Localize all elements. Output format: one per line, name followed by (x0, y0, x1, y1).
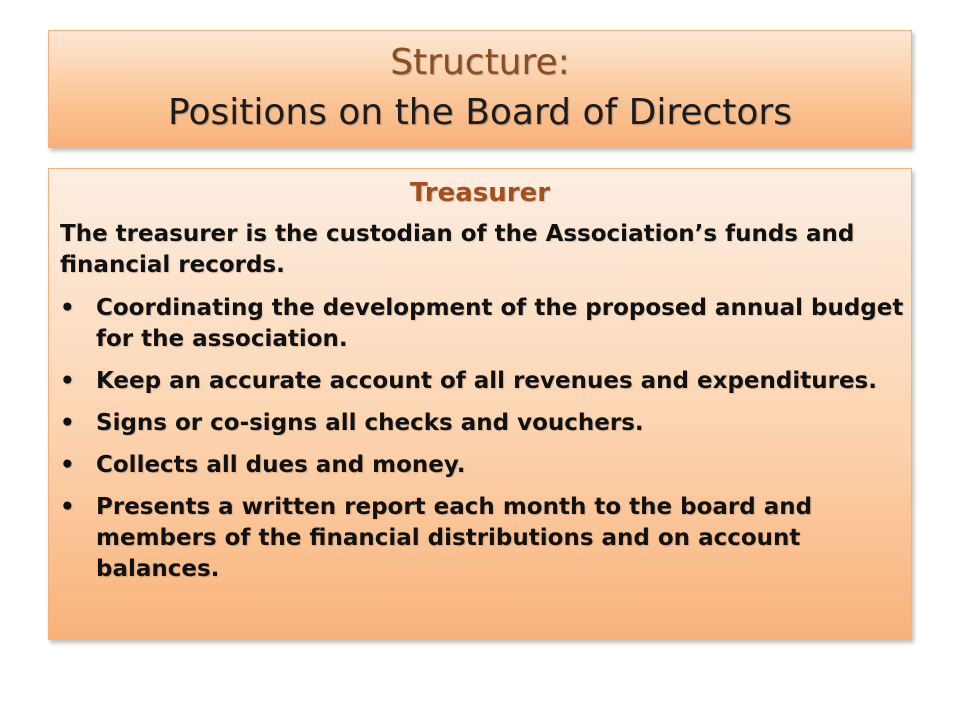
bullet-text: Collects all dues and money. (96, 452, 466, 478)
title-line-2: Positions on the Board of Directors (168, 92, 792, 133)
bullet-icon: • (60, 494, 75, 520)
bullet-icon: • (60, 452, 75, 478)
bullet-text: Signs or co-signs all checks and vouchers. (96, 410, 644, 436)
bullet-text: Coordinating the development of the proposed annual budget for the association. (96, 295, 904, 352)
title-line-1: Structure: (390, 42, 570, 83)
bullet-icon: • (60, 410, 75, 436)
section-heading: Treasurer (409, 178, 551, 208)
bullet-text: Presents a written report each month to the board and members of the financial distributions and on account balances. (96, 494, 813, 582)
bullet-icon: • (60, 368, 75, 394)
bullet-item (60, 492, 906, 585)
bullet-list (60, 293, 906, 596)
bullet-item (60, 450, 906, 481)
bullet-item (60, 366, 906, 397)
bullet-text: Keep an accurate account of all revenues and expenditures. (96, 368, 877, 394)
intro-paragraph: The treasurer is the custodian of the Association’s funds and financial records. (60, 221, 855, 278)
content-box (48, 168, 912, 640)
bullet-item (60, 408, 906, 439)
bullet-item (60, 293, 906, 355)
bullet-icon: • (60, 295, 75, 321)
title-box (48, 30, 912, 148)
